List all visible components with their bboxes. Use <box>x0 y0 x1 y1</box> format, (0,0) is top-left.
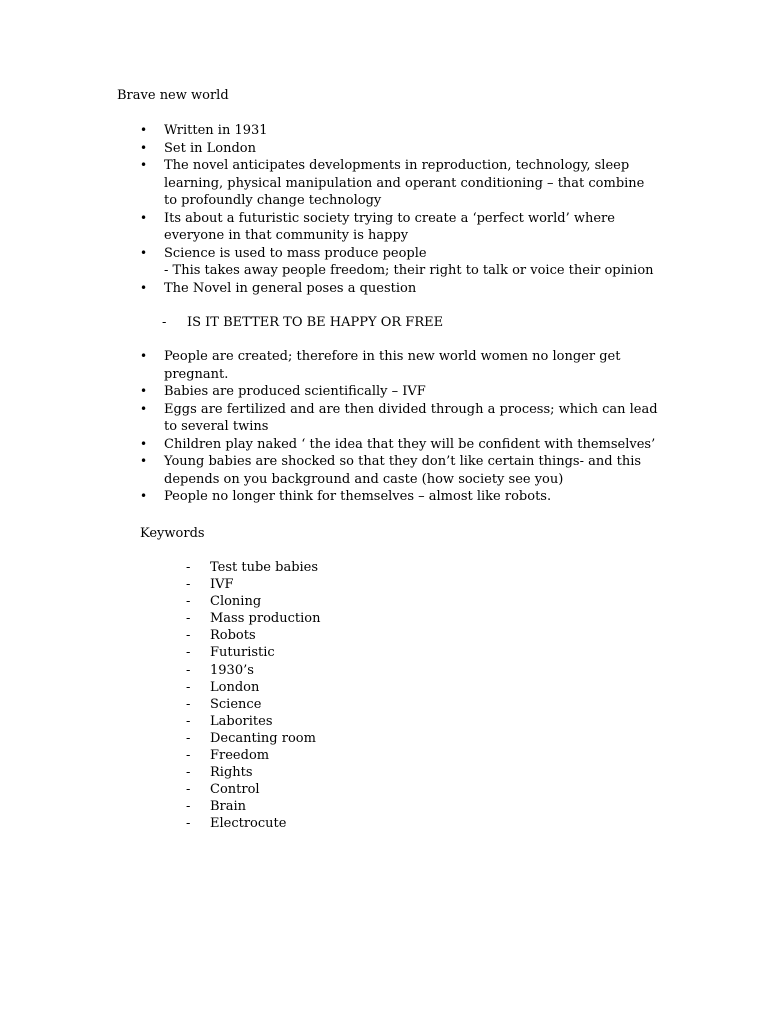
keyword-item: - Freedom <box>186 747 320 764</box>
central-question <box>162 314 443 332</box>
bullet-item: • Written in 1931 <box>140 122 680 140</box>
question-dash: - <box>162 315 167 330</box>
bullet-item: • Babies are produced scientifically – IVF <box>140 383 680 401</box>
keyword-item: - IVF <box>186 576 320 593</box>
bullet-item: • The Novel in general poses a question <box>140 280 680 298</box>
keyword-item: - London <box>186 679 320 696</box>
keywords-heading: Keywords <box>140 526 205 541</box>
bullet-list-top <box>140 122 680 297</box>
keyword-item: - Laborites <box>186 713 320 730</box>
keyword-item: - Rights <box>186 764 320 781</box>
keyword-item: - Science <box>186 696 320 713</box>
keywords-list <box>186 559 320 833</box>
keyword-item: - Decanting room <box>186 730 320 747</box>
bullet-item: • Science is used to mass produce people - This takes away people freedom; their right to talk or voice their opinion <box>140 245 680 280</box>
bullet-item: • People no longer think for themselves – almost like robots. <box>140 488 680 506</box>
keyword-item: - Electrocute <box>186 815 320 832</box>
question-text: IS IT BETTER TO BE HAPPY OR FREE <box>187 315 444 330</box>
keyword-item: - Brain <box>186 798 320 815</box>
bullet-list-bottom <box>140 348 680 506</box>
bullet-item: • Eggs are fertilized and are then divided through a process; which can lead to several twins <box>140 401 680 436</box>
keyword-item: - 1930’s <box>186 662 320 679</box>
keyword-item: - Robots <box>186 627 320 644</box>
keyword-item: - Control <box>186 781 320 798</box>
document-title: Brave new world <box>117 88 229 103</box>
keyword-item: - Cloning <box>186 593 320 610</box>
keyword-item: - Futuristic <box>186 644 320 661</box>
keyword-item: - Mass production <box>186 610 320 627</box>
bullet-item: • Its about a futuristic society trying to create a ‘perfect world’ where everyone in that community is happy <box>140 210 680 245</box>
bullet-item: • Young babies are shocked so that they don’t like certain things- and this depends on you background and caste (how society see you) <box>140 453 680 488</box>
keyword-item: - Test tube babies <box>186 559 320 576</box>
bullet-item: • Set in London <box>140 140 680 158</box>
bullet-item: • Children play naked ‘ the idea that they will be confident with themselves’ <box>140 436 680 454</box>
bullet-item: • The novel anticipates developments in reproduction, technology, sleep learning, physical manipulation and operant conditioning – that combine to profoundly change technology <box>140 157 680 210</box>
bullet-item: • People are created; therefore in this new world women no longer get pregnant. <box>140 348 680 383</box>
